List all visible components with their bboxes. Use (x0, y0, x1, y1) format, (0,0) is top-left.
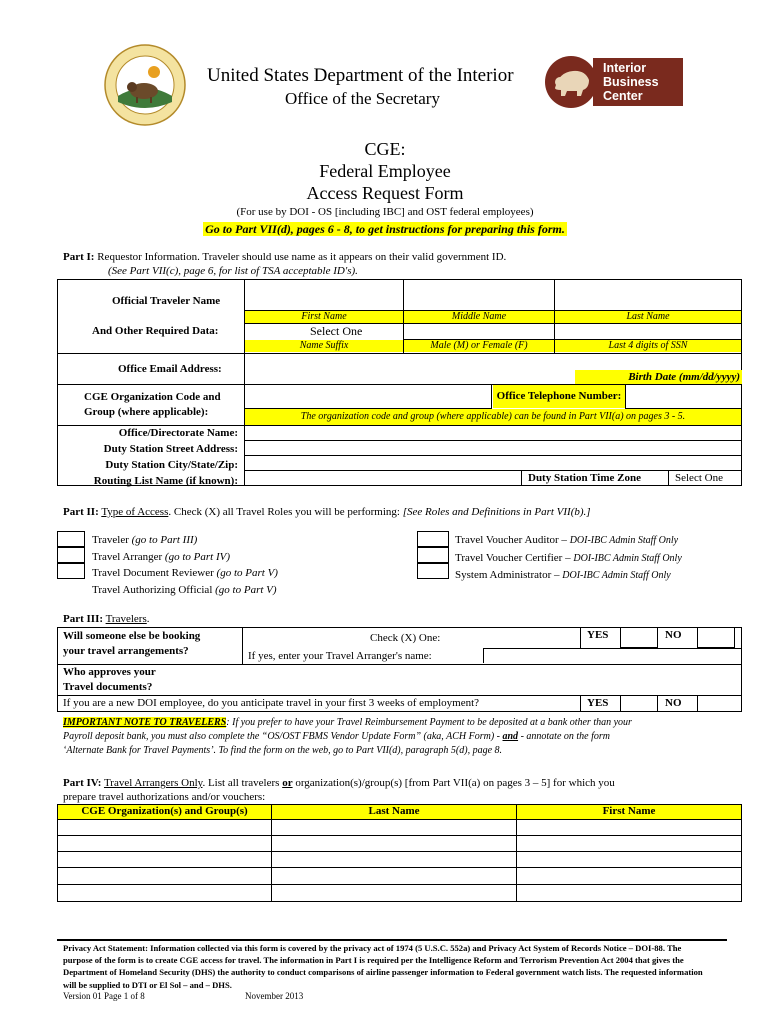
bison-icon (545, 56, 597, 108)
office-name: Office of the Secretary (285, 89, 440, 108)
title-line3: Access Request Form (306, 183, 464, 203)
version-info: Version 01 Page 1 of 8 (63, 991, 145, 1001)
table-row[interactable] (58, 885, 741, 901)
part1-intro: Requestor Information. Traveler should use name as it appears on their valid government ID. (97, 251, 507, 263)
org-code-label: CGE Organization Code and (84, 391, 221, 403)
q1-no-box[interactable] (697, 627, 735, 648)
directorate-label: Office/Directorate Name: (118, 427, 238, 439)
q1-yes-label: YES (587, 629, 609, 641)
important-note-line3: ‘Alternate Bank for Travel Payments’. To find the form on the web, go to Part VII(d), paragraph 5(d), page 8. (63, 745, 503, 756)
important-note-line1: : If you prefer to have your Travel Reimbursement Payment to be deposited at a bank other than your (226, 717, 632, 728)
street-field[interactable] (245, 441, 741, 455)
q1-no-label: NO (665, 629, 682, 641)
table-row[interactable] (58, 852, 741, 867)
usage-note: (For use by DOI - OS [including IBC] and OST federal employees) (236, 206, 534, 218)
table-row[interactable] (58, 868, 741, 884)
ibc-logo-line2: Business (603, 75, 659, 89)
document-reviewer-checkbox[interactable] (57, 563, 85, 579)
title-line2: Federal Employee (319, 161, 451, 181)
ibc-logo-line3: Center (603, 89, 643, 103)
q1-yes-box[interactable] (620, 627, 658, 648)
name-suffix-select[interactable]: Select One (310, 324, 363, 338)
department-name: United States Department of the Interior (207, 65, 514, 86)
col-last-name: Last Name (368, 805, 420, 817)
part1-note: (See Part VII(c), page 6, for list of TSA acceptable ID's). (108, 265, 358, 277)
instructions-banner: Go to Part VII(d), pages 6 - 8, to get instructions for preparing this form. (205, 222, 565, 236)
part2-title: Type of Access (101, 506, 169, 518)
important-note-label: IMPORTANT NOTE TO TRAVELERS (63, 717, 227, 728)
other-required-label: And Other Required Data: (92, 325, 219, 337)
first-name-label: First Name (245, 311, 403, 323)
arranger-name-label: If yes, enter your Travel Arranger's name: (248, 650, 432, 662)
org-code-field[interactable] (244, 384, 492, 409)
col-first-name: First Name (602, 805, 656, 817)
time-zone-label: Duty Station Time Zone (528, 472, 641, 484)
routing-field[interactable] (245, 471, 521, 485)
group-label: Group (where applicable): (84, 406, 209, 418)
ibc-logo (545, 56, 683, 108)
role-system-admin: System Administrator – DOI-IBC Admin Staff Only (455, 569, 671, 581)
doi-seal (104, 44, 186, 126)
q3-yes-box[interactable] (620, 695, 658, 712)
q3-yes-label: YES (587, 697, 609, 709)
part4-heading: Part IV: (63, 777, 102, 789)
last-name-field[interactable] (554, 279, 742, 311)
first-name-field[interactable] (244, 279, 404, 311)
office-phone-field[interactable] (625, 384, 742, 409)
privacy-statement: Privacy Act Statement: Information collected via this form is covered by the privacy act of 1974 (5 U.S.C. 552a) and Privacy Act System of Records Notice – DOI-88. The purpose of the form is to create CGE access for travel. The information in Part I is required per the Intelligence Reform and Terrorism Prevention Act 2004 that gives the Department of Homeland Security (DHS) the authority to conduct comparisons of airline passenger information to Federal government watch lists. The requested information will be supplied to DTI or El Sol – and – DHS. (63, 943, 703, 990)
table-row[interactable] (58, 836, 741, 851)
important-note-line2c: - annotate on the form (518, 731, 610, 742)
email-field[interactable] (245, 354, 575, 384)
voucher-certifier-checkbox[interactable] (417, 547, 449, 563)
city-label: Duty Station City/State/Zip: (105, 459, 238, 471)
q1-line2: your travel arrangements? (63, 645, 189, 657)
ssn-label: Last 4 digits of SSN (555, 340, 741, 352)
role-traveler: Traveler (go to Part III) (92, 534, 198, 546)
last-name-label: Last Name (555, 311, 741, 323)
check-one-label: Check (X) One: (370, 632, 441, 644)
org-code-note: The organization code and group (where applicable) can be found in Part VII(a) on pages 3 - 5. (245, 409, 741, 425)
traveler-checkbox[interactable] (57, 531, 85, 547)
q2-line2: Travel documents? (63, 681, 153, 693)
role-authorizing-official: Travel Authorizing Official (go to Part V) (92, 583, 277, 596)
role-voucher-auditor: Travel Voucher Auditor – DOI-IBC Admin Staff Only (455, 534, 679, 546)
street-label: Duty Station Street Address: (103, 443, 238, 455)
system-admin-checkbox[interactable] (417, 563, 449, 579)
q3-text: If you are a new DOI employee, do you anticipate travel in your first 3 weeks of employment? (63, 697, 480, 709)
part3-title: Travelers (105, 613, 147, 625)
ssn-field[interactable] (554, 323, 742, 340)
part2-heading: Part II: (63, 506, 99, 518)
routing-label: Routing List Name (if known): (93, 475, 238, 487)
role-travel-arranger: Travel Arranger (go to Part IV) (92, 550, 230, 563)
col-org-group: CGE Organization(s) and Group(s) (81, 805, 248, 817)
ibc-logo-line1: Interior (603, 61, 647, 75)
important-note-and: and (502, 731, 519, 742)
birth-date-label: Birth Date (mm/dd/yyyy) (575, 370, 742, 384)
q3-no-box[interactable] (697, 695, 742, 712)
table-row[interactable] (58, 820, 741, 835)
q2-line1: Who approves your (63, 666, 156, 678)
part1-heading: Part I: (63, 251, 95, 263)
middle-name-field[interactable] (403, 279, 555, 311)
voucher-auditor-checkbox[interactable] (417, 531, 449, 547)
part3-heading: Part III: (63, 613, 104, 625)
official-traveler-name-label: Official Traveler Name (112, 295, 221, 307)
city-field[interactable] (245, 456, 741, 470)
role-document-reviewer: Travel Document Reviewer (go to Part V) (92, 567, 278, 579)
name-suffix-label: Name Suffix (245, 340, 403, 352)
part4-title: Travel Arrangers Only (103, 777, 203, 789)
part2-intro: . Check (X) all Travel Roles you will be performing: (168, 506, 403, 518)
office-phone-label: Office Telephone Number: (493, 385, 625, 408)
email-label: Office Email Address: (118, 363, 222, 375)
gender-label: Male (M) or Female (F) (404, 340, 554, 352)
role-voucher-certifier: Travel Voucher Certifier – DOI-IBC Admin Staff Only (455, 551, 682, 564)
q3-no-label: NO (665, 697, 682, 709)
q1-line1: Will someone else be booking (63, 630, 201, 642)
part2-ref: [See Roles and Definitions in Part VII(b).] (402, 506, 591, 518)
arranger-name-field[interactable] (483, 648, 741, 663)
part4-intro-line2: prepare travel authorizations and/or vouchers: (63, 791, 266, 803)
directorate-field[interactable] (245, 426, 741, 440)
title-line1: CGE: (364, 139, 406, 159)
gender-field[interactable] (403, 323, 555, 340)
time-zone-select[interactable]: Select One (675, 472, 723, 484)
travel-arranger-checkbox[interactable] (57, 547, 85, 563)
footer-date: November 2013 (245, 991, 304, 1001)
important-note-line2a: Payroll deposit bank, you must also complete the “OS/OST FBMS Vendor Update Form” (aka, ACH Form) - (63, 731, 503, 742)
middle-name-label: Middle Name (404, 311, 554, 323)
